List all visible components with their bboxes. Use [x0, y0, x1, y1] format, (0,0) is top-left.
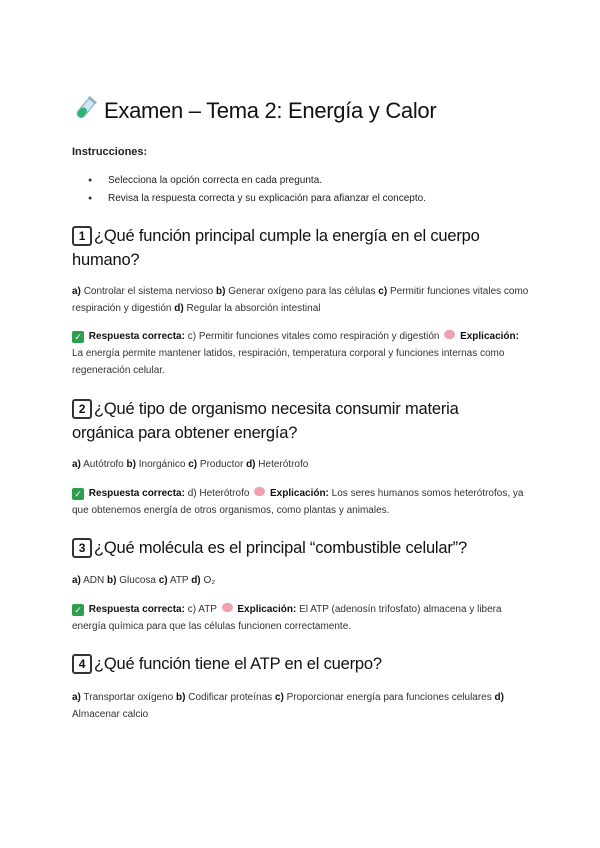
question-2-options — [72, 456, 532, 473]
option-c: Proporcionar energía para funciones celulares — [286, 692, 492, 703]
question-1-options — [72, 283, 532, 317]
option-c: Productor — [199, 459, 244, 470]
option-a: Transportar oxígeno — [83, 692, 174, 703]
option-letter: a) — [72, 286, 81, 297]
option-d: Regular la absorción intestinal — [186, 303, 321, 314]
option-a: Autótrofo — [83, 459, 124, 470]
option-c: Permitir funciones vitales como respiración y digestión — [72, 286, 529, 314]
answer-label: Respuesta correcta: — [88, 488, 185, 499]
question-text: ¿Qué molécula es el principal “combustible celular”? — [94, 539, 467, 557]
question-text: ¿Qué tipo de organismo necesita consumir materia orgánica para obtener energía? — [72, 400, 459, 442]
checkmark-icon: ✓ — [72, 331, 84, 343]
option-letter: d) — [246, 459, 256, 470]
option-a: ADN — [83, 575, 105, 586]
option-letter: c) — [158, 575, 168, 586]
instructions-heading: Instrucciones: — [72, 146, 148, 158]
explanation-label: Explicación: — [269, 488, 329, 499]
answer-text: c) Permitir funciones vitales como respiración y digestión — [187, 331, 440, 342]
option-letter: c) — [188, 459, 198, 470]
answer-text: d) Heterótrofo — [187, 488, 250, 499]
instruction-item: ● Selecciona la opción correcta en cada pregunta. — [88, 172, 426, 190]
brain-icon — [254, 487, 265, 496]
option-b: Inorgánico — [138, 459, 186, 470]
answer-label: Respuesta correcta: — [88, 331, 185, 342]
instructions-list — [88, 172, 426, 208]
option-d: Heterótrofo — [258, 459, 309, 470]
question-text: ¿Qué función tiene el ATP en el cuerpo? — [94, 655, 382, 673]
question-4-title — [72, 652, 512, 676]
option-a: Controlar el sistema nervioso — [83, 286, 214, 297]
option-letter: d) — [174, 303, 184, 314]
option-b: Generar oxígeno para las células — [228, 286, 376, 297]
question-3-title — [72, 536, 512, 560]
option-letter: a) — [72, 575, 81, 586]
question-3-answer — [72, 601, 532, 635]
question-1-title — [72, 224, 512, 272]
page-title — [72, 96, 436, 124]
test-tube-icon — [72, 96, 98, 122]
option-letter: d) — [191, 575, 201, 586]
question-text: ¿Qué función principal cumple la energía en el cuerpo humano? — [72, 227, 480, 269]
question-4-options — [72, 689, 532, 723]
option-letter: c) — [378, 286, 388, 297]
number-badge-icon: 3 — [72, 538, 92, 558]
option-c: ATP — [169, 575, 189, 586]
option-letter: d) — [494, 692, 504, 703]
option-letter: a) — [72, 459, 81, 470]
brain-icon — [444, 330, 455, 339]
option-letter: c) — [274, 692, 284, 703]
explanation-text: La energía permite mantener latidos, respiración, temperatura corporal y funciones internas como regeneración celular. — [72, 348, 505, 376]
question-2-answer — [72, 485, 532, 519]
option-letter: b) — [175, 692, 186, 703]
question-2-title — [72, 397, 512, 445]
explanation-text: El ATP (adenosín trifosfato) almacena y libera energía química para que las células funcionen correctamente. — [72, 604, 502, 632]
title-text: Examen – Tema 2: Energía y Calor — [104, 98, 437, 123]
option-d: Almacenar calcio — [72, 709, 149, 720]
checkmark-icon: ✓ — [72, 488, 84, 500]
option-letter: b) — [107, 575, 117, 586]
checkmark-icon: ✓ — [72, 604, 84, 616]
answer-label: Respuesta correcta: — [88, 604, 185, 615]
explanation-label: Explicación: — [460, 331, 519, 342]
option-b: Glucosa — [119, 575, 156, 586]
number-badge-icon: 1 — [72, 226, 92, 246]
number-badge-icon: 2 — [72, 399, 92, 419]
option-b: Codificar proteínas — [188, 692, 273, 703]
explanation-text: Los seres humanos somos heterótrofos, ya que obtenemos energía de otros organismos, como plantas y animales. — [72, 488, 524, 516]
question-3-options — [72, 572, 532, 589]
option-letter: b) — [126, 459, 136, 470]
option-d: O₂ — [203, 575, 216, 586]
question-1-answer — [72, 328, 532, 379]
option-letter: a) — [72, 692, 81, 703]
explanation-label: Explicación: — [237, 604, 297, 615]
number-badge-icon: 4 — [72, 654, 92, 674]
brain-icon — [222, 603, 233, 612]
option-letter: b) — [215, 286, 226, 297]
answer-text: c) ATP — [187, 604, 217, 615]
instruction-item: ● Revisa la respuesta correcta y su explicación para afianzar el concepto. — [88, 190, 426, 208]
